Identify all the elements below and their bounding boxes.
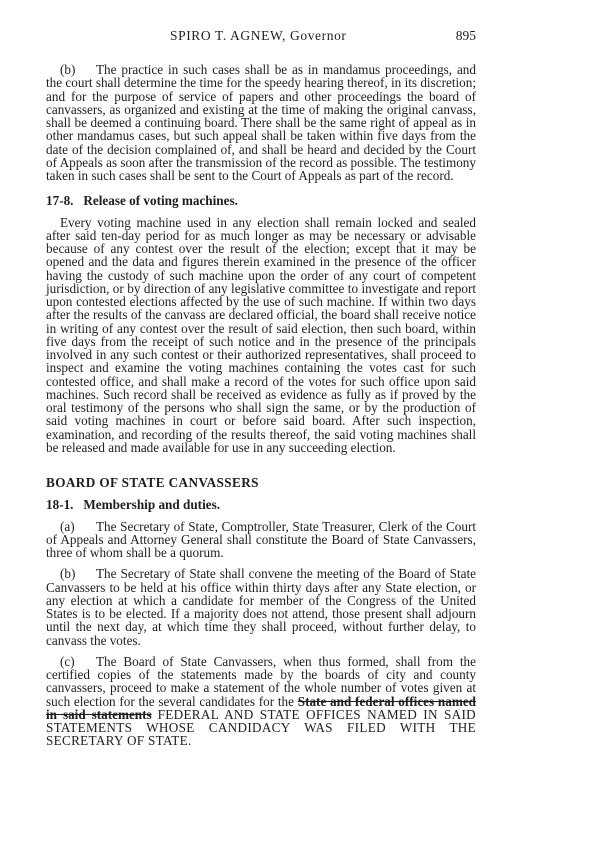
page-number: 895: [455, 28, 476, 43]
paragraph-label: (b): [60, 566, 76, 582]
paragraph-b-continued: [46, 63, 476, 182]
inserted-caps-text: FEDERAL AND STATE OFFICES NAMED IN SAID STATEMENTS WHOSE CANDIDACY WAS FILED WITH THE SECRETARY OF STATE.: [46, 706, 477, 749]
section-heading-17-8: 17-8. Release of voting machines.: [46, 193, 238, 209]
paragraph-text: The Secretary of State shall convene the meeting of the Board of State Canvassers to be held at his office within thirty days after any State election, or any election at which a candidate for member of the Congress of the United States is to be elected. If a majority does not attend, those present shall adjourn until the next day, at which time they shall proceed, without further delay, to canvass the votes.: [46, 566, 476, 648]
paragraph-18-1-b: [46, 567, 476, 647]
struck-text: State and federal offices named in said statements: [46, 693, 477, 722]
paragraph-label: (b): [60, 62, 76, 77]
running-head: [46, 29, 476, 45]
paragraph-text: The Board of State Canvassers, when thus formed, shall from the certified copies of the statements made by the boards of city and county canvassers, proceed to make a statement of the whole number of votes given at such election for the several candidates for the: [46, 653, 476, 709]
document-page: [46, 29, 476, 748]
paragraph-18-1-a: [46, 520, 476, 560]
section-17-8-body: Every voting machine used in any election shall remain locked and sealed after said ten-day period for as much longer as may be necessary or advisable because of any contest over the result of the election; except that it may be opened and the data and figures therein examined in the presence of the officer having the custody of such machine upon the order of any court of competent jurisdiction, or by direction of any legislative committee to investigate and report upon contested elections affected by the use of such machine. If within two days after the results of the canvass are declared official, the board shall receive notice in writing of any contest over the result of said election, then such board, within five days from the receipt of such notice and in the presence of the principals involved in any such contest or their authorized representatives, shall proceed to inspect and examine the voting machines containing the votes cast for such contested office, and shall make a record of the votes for such office upon said machines. Such record shall be received as evidence as fully as if proved by the oral testimony of the persons who shall sign the same, or by the production of said voting machines in court or before said board. After such inspection, examination, and recording of the results thereof, the said voting machines shall be released and made available for use in any succeeding election.: [46, 214, 476, 455]
paragraph-text: The practice in such cases shall be as in mandamus proceedings, and the court shall determine the time for the speedy hearing thereof, in its discretion; and for the purpose of service of papers and other proceedings the board of canvassers, as organized and existing at the time of making the original canvass, shall be deemed a continuing board. There shall be the same right of appeal as in other mandamus cases, but such appeal shall be taken within five days from the date of the decision complained of, and shall be heard and decided by the Court of Appeals as soon after the transmission of the record as possible. The testimony taken in such cases shall be sent to the Court of Appeals as part of the record.: [46, 62, 476, 183]
section-heading-18-1: 18-1. Membership and duties.: [46, 497, 221, 513]
paragraph-label: (c): [60, 653, 75, 669]
paragraph-label: (a): [60, 518, 75, 534]
paragraph-18-1-c: [46, 655, 476, 748]
paragraph-text: The Secretary of State, Comptroller, State Treasurer, Clerk of the Court of Appeals and Attorney General shall constitute the Board of State Canvassers, three of whom shall be a quorum.: [46, 518, 476, 560]
running-head-title: SPIRO T. AGNEW, Governor: [170, 28, 347, 43]
board-of-state-canvassers-subtitle: BOARD OF STATE CANVASSERS: [46, 475, 259, 490]
